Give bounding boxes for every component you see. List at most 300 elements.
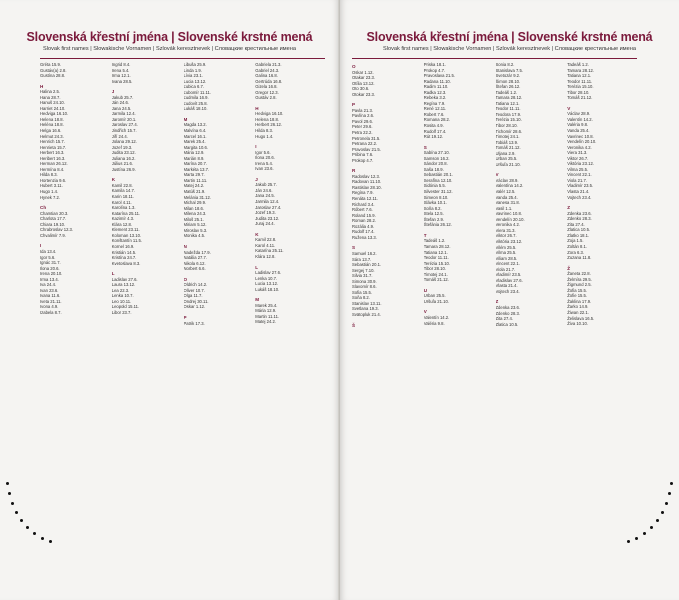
- name-entry: Ľudovít 25.8.: [183, 100, 208, 106]
- name-entry: Oldrich 14.2.: [183, 282, 208, 288]
- binding-hole: [41, 537, 44, 540]
- name-entry: Mária 12.9.: [255, 308, 277, 314]
- name-entry: Simeon 8.10.: [423, 194, 449, 200]
- name-entry: Herbert 26.12.: [255, 122, 283, 128]
- binding-hole: [650, 526, 653, 529]
- binding-hole: [8, 492, 11, 495]
- name-entry: Milan 18.6.: [183, 205, 204, 211]
- section-spacer: [424, 283, 494, 286]
- name-entry: Lukáš 18.10.: [255, 286, 280, 292]
- name-entry: Ingrid 8.4.: [111, 62, 131, 67]
- name-entry: Ilona 20.6.: [255, 155, 275, 161]
- name-entry: Heléna 18.8.: [40, 122, 64, 128]
- name-entry: Miloš 25.1.: [183, 216, 204, 222]
- name-entry: Karol 4.11.: [111, 199, 132, 205]
- section-spacer: [112, 172, 182, 175]
- right-page-column: [424, 62, 494, 580]
- name-entry: Helena 18.8.: [40, 116, 64, 122]
- left-page-column: [255, 62, 325, 580]
- name-entry: Nadežda 17.9.: [183, 249, 211, 255]
- name-entry: Irma 13.4.: [40, 276, 59, 282]
- name-entry: Tomáš 21.12.: [423, 277, 449, 283]
- name-entry: Rozália 4.9.: [352, 223, 375, 229]
- section-spacer: [40, 200, 110, 203]
- name-entry: Svätopluk 21.4.: [352, 311, 381, 317]
- name-entry: Slavomír 8.6.: [352, 284, 377, 290]
- name-entry: Urban 25.5.: [495, 156, 518, 162]
- letter-heading: U: [423, 287, 428, 293]
- name-entry: Melánia 31.12.: [183, 194, 211, 200]
- name-entry: Stanislav 13.11.: [352, 300, 382, 306]
- name-entry: Zita 27.4.: [495, 316, 513, 322]
- name-entry: Lea 22.3.: [111, 287, 130, 293]
- binding-hole: [15, 511, 18, 514]
- letter-heading: P: [352, 102, 356, 108]
- letter-heading: Š: [352, 322, 356, 328]
- section-spacer: [255, 260, 325, 263]
- name-entry: Ľubica 6.7.: [183, 84, 204, 90]
- name-entry: Živa 10.10.: [567, 321, 588, 327]
- name-entry: Teodor 11.11.: [423, 255, 449, 261]
- name-entry: Heribert 16.3.: [40, 155, 66, 161]
- section-spacer: [567, 261, 637, 264]
- name-entry: Pavol 29.6.: [352, 118, 373, 124]
- name-entry: Pravoslav 21.5.: [352, 146, 381, 152]
- name-entry: Oskar 1.12.: [352, 69, 374, 75]
- name-entry: Valéria 9.8.: [567, 122, 589, 128]
- name-entry: Tatiana 12.1.: [423, 249, 448, 255]
- name-entry: Prokop 4.7.: [423, 67, 446, 73]
- name-entry: Viktor 26.7.: [495, 233, 517, 239]
- name-entry: Juraj 24.4.: [255, 221, 275, 227]
- name-entry: Halina 2.5.: [40, 89, 61, 95]
- section-spacer: [255, 172, 325, 175]
- name-entry: Otília 13.12.: [352, 80, 375, 86]
- name-entry: Slávka 10.1.: [423, 200, 447, 206]
- left-page-title: Slovenská křestní jména | Slovenské krstné mená: [26, 30, 313, 44]
- left-page-subtitle: Slovak first names | Slowakische Vornamen | Szlovák keresztnevek | Словацкие крестильные имена: [43, 46, 296, 52]
- name-entry: Zoltán 8.1.: [567, 243, 588, 249]
- name-entry: Timotej 24.1.: [495, 134, 520, 140]
- name-entry: Uršuľa 21.10.: [495, 161, 521, 167]
- name-entry: Uršuľa 21.10.: [423, 298, 449, 304]
- name-entry: Tatiana 12.1.: [567, 73, 592, 79]
- name-entry: Pribina 7.6.: [352, 152, 374, 158]
- name-entry: Iveta 21.11.: [40, 298, 62, 304]
- name-entry: Norbert 6.6.: [183, 266, 206, 272]
- name-entry: Tamara 28.12.: [423, 243, 451, 249]
- letter-heading: P: [183, 314, 187, 320]
- name-entry: Rudolf 17.4.: [423, 128, 447, 134]
- name-entry: Jarmila 12.4.: [255, 199, 280, 205]
- name-entry: Regína 7.9.: [352, 190, 374, 196]
- name-entry: Hilda 8.3.: [255, 128, 273, 134]
- name-entry: Hubert 3.11.: [40, 183, 63, 189]
- name-entry: Timotej 24.1.: [423, 271, 448, 277]
- name-entry: Teodor 11.11.: [495, 106, 521, 112]
- name-entry: Prokop 4.7.: [352, 157, 374, 163]
- name-entry: Jaroslav 27.4.: [111, 122, 138, 128]
- binding-hole: [33, 532, 36, 535]
- name-entry: Marcel 16.1.: [183, 133, 207, 139]
- name-entry: Oliver 10.7.: [183, 287, 205, 293]
- name-entry: Galina 16.8.: [255, 73, 278, 79]
- name-entry: Soňa 8.2.: [423, 205, 442, 211]
- name-entry: Pavlína 2.6.: [352, 113, 375, 119]
- name-entry: Valentína 14.2.: [495, 183, 524, 189]
- name-entry: Václav 28.9.: [495, 177, 519, 183]
- name-entry: Žofie 15.5.: [567, 293, 588, 299]
- name-entry: Margita 10.6.: [183, 144, 208, 150]
- name-entry: René 12.11.: [423, 106, 447, 112]
- name-entry: Ilona 20.6.: [40, 265, 60, 271]
- left-name-columns: [40, 62, 325, 580]
- section-spacer: [352, 240, 422, 243]
- name-entry: Ivan 23.6.: [255, 166, 274, 172]
- name-entry: Richard 3.4.: [352, 201, 375, 207]
- letter-heading: M: [255, 297, 260, 303]
- name-entry: Henrieta 15.7.: [40, 144, 67, 150]
- right-page-title: Slovenská křestní jména | Slovenské krstné mená: [366, 30, 653, 44]
- name-entry: Rudolf 17.4.: [352, 229, 375, 235]
- name-entry: Šimon 28.10.: [495, 78, 521, 84]
- name-entry: Vanesa 31.8.: [495, 200, 520, 206]
- name-entry: Zdenka 23.6.: [495, 304, 520, 310]
- binding-hole: [20, 519, 23, 522]
- name-entry: Radka 12.3.: [423, 89, 447, 95]
- name-entry: Rastislav 28.10.: [352, 184, 382, 190]
- left-page-column: [40, 62, 110, 580]
- name-entry: Vanda 25.4.: [567, 128, 590, 134]
- name-entry: Jindřich 15.7.: [111, 128, 137, 134]
- name-entry: Tadeáš 1.2.: [567, 62, 589, 67]
- name-entry: Gustína 28.8.: [40, 73, 66, 79]
- right-page-column: [352, 62, 422, 580]
- binding-hole: [643, 532, 646, 535]
- name-entry: Patrik 17.3.: [183, 320, 205, 326]
- name-entry: Renáta 12.11.: [352, 196, 378, 202]
- name-entry: Ivona 4.9.: [40, 304, 59, 310]
- name-entry: Kvetoslava 8.3.: [111, 260, 141, 266]
- name-entry: Tibor 28.10.: [423, 266, 446, 272]
- name-entry: Martin 11.11.: [255, 313, 280, 319]
- name-entry: Jakub 25.7.: [111, 94, 134, 100]
- name-entry: Ignác 31.7.: [40, 260, 61, 266]
- name-entry: Štefan 26.12.: [495, 84, 521, 90]
- name-entry: Kristián 14.5.: [111, 249, 137, 255]
- left-page-column: [184, 62, 254, 580]
- name-entry: Ladislav 27.6.: [255, 270, 282, 276]
- name-entry: Terézia 15.10.: [567, 84, 594, 90]
- name-entry: Magda 13.2.: [183, 122, 207, 128]
- name-entry: Herman 26.12.: [40, 161, 68, 167]
- name-entry: Ján 24.6.: [255, 187, 273, 193]
- name-entry: Robert 7.6.: [423, 111, 445, 117]
- name-entry: Kamila 14.7.: [111, 188, 136, 194]
- name-entry: Katarína 25.11.: [111, 210, 141, 216]
- name-entry: Iva 24.4.: [40, 282, 57, 288]
- binding-hole: [6, 482, 9, 485]
- name-entry: Ivan 23.6.: [40, 287, 59, 293]
- name-entry: Roman 28.2.: [352, 218, 376, 224]
- name-entry: Hugo 1.4.: [40, 189, 59, 195]
- name-entry: Jozef 19.3.: [111, 144, 133, 150]
- name-entry: Oskar 1.12.: [183, 304, 206, 310]
- section-spacer: [40, 238, 110, 241]
- name-entry: Vilma 25.5.: [567, 166, 589, 172]
- name-entry: Uljana 2.9.: [495, 150, 516, 156]
- name-entry: Zlatko 18.1.: [567, 232, 590, 238]
- section-spacer: [184, 310, 254, 313]
- name-entry: Rút 19.12.: [423, 134, 444, 140]
- letter-heading: Z: [495, 299, 499, 305]
- name-entry: Miriam 5.12.: [183, 222, 207, 228]
- section-spacer: [40, 79, 110, 82]
- binding-hole: [26, 526, 29, 529]
- name-entry: Teodora 17.9.: [495, 111, 522, 117]
- name-entry: Karolína 1.3.: [111, 205, 136, 211]
- name-entry: Žaklina 17.9.: [567, 298, 592, 304]
- name-entry: Žaneta 22.8.: [567, 271, 591, 277]
- section-spacer: [496, 294, 566, 297]
- name-entry: Hortenzia 9.6.: [40, 177, 67, 183]
- binding-hole: [656, 519, 659, 522]
- name-entry: Tamara 28.12.: [567, 67, 595, 73]
- name-entry: Pavla 21.3.: [352, 107, 373, 113]
- name-entry: Valentín 14.2.: [423, 314, 450, 320]
- name-entry: Tadeáš 1.2.: [495, 89, 518, 95]
- name-entry: Gustáv(a) 2.8.: [40, 67, 67, 73]
- name-entry: Nikola 6.12.: [183, 260, 206, 266]
- name-entry: Hynek 7.2.: [40, 194, 61, 200]
- name-entry: Lucia 13.12.: [255, 281, 279, 287]
- name-entry: Soňa 8.2.: [352, 295, 370, 301]
- name-entry: Marek 25.4.: [255, 302, 278, 308]
- letter-heading: T: [423, 232, 427, 238]
- name-entry: Charlota 17.7.: [40, 216, 67, 222]
- name-entry: Terézia 15.10.: [423, 260, 451, 266]
- letter-heading: Ž: [567, 265, 571, 271]
- name-entry: Hugo 1.4.: [255, 133, 274, 139]
- name-entry: Viera 31.3.: [567, 150, 588, 156]
- name-entry: Viktória 23.12.: [567, 161, 594, 167]
- name-entry: Otokar 23.3.: [352, 91, 376, 97]
- name-entry: Svetlana 19.3.: [352, 306, 379, 312]
- name-entry: Gabriel 24.3.: [255, 67, 280, 73]
- name-entry: Miroslav 5.3.: [183, 227, 208, 233]
- name-entry: Samuel 16.2.: [352, 250, 377, 256]
- name-entry: Saša 18.9.: [423, 166, 444, 172]
- name-entry: Gabriela 21.3.: [255, 62, 282, 67]
- name-entry: Tibor 28.10.: [495, 123, 518, 129]
- name-entry: Žofia 15.5.: [567, 287, 588, 293]
- name-entry: Otakar 23.3.: [352, 75, 376, 81]
- section-spacer: [424, 228, 494, 231]
- name-entry: Teodor 11.11.: [567, 78, 593, 84]
- name-entry: Viliam 28.5.: [495, 255, 518, 261]
- name-entry: Veronika 4.2.: [567, 144, 592, 150]
- name-entry: Vavrinec 10.8.: [495, 211, 522, 217]
- name-entry: Leo 10.11.: [111, 298, 132, 304]
- name-entry: Oto 30.6.: [352, 86, 370, 92]
- binding-hole: [11, 502, 14, 505]
- name-entry: Matej 24.2.: [255, 319, 276, 325]
- name-entry: Július 21.6.: [111, 161, 133, 167]
- name-entry: Helmut 24.3.: [40, 133, 64, 139]
- letter-heading: H: [255, 105, 259, 111]
- binding-hole: [627, 540, 630, 543]
- name-entry: Laura 13.12.: [111, 282, 136, 288]
- binding-hole: [665, 502, 668, 505]
- name-entry: Vladimír 23.5.: [495, 272, 522, 278]
- left-page: [0, 0, 339, 600]
- right-page-column: [496, 62, 566, 580]
- name-entry: Ivana 28.5.: [111, 78, 133, 84]
- name-entry: Harriet 24.10.: [40, 105, 66, 111]
- name-entry: Gizela 16.8.: [255, 84, 278, 90]
- name-entry: Judita 23.12.: [255, 215, 280, 221]
- name-entry: Sebastián 20.1.: [423, 172, 453, 178]
- name-entry: Petrana 22.2.: [352, 141, 378, 147]
- right-name-columns: [352, 62, 637, 580]
- name-entry: Vendelín 20.10.: [567, 139, 597, 145]
- name-entry: Tobiáš 13.9.: [495, 139, 519, 145]
- letter-heading: V: [567, 105, 571, 111]
- letter-heading: L: [255, 264, 259, 270]
- name-entry: Hilda 8.3.: [40, 172, 58, 178]
- section-spacer: [184, 239, 254, 242]
- name-entry: Vasil 1.1.: [495, 205, 513, 211]
- name-entry: Sebastián 20.1.: [352, 262, 382, 268]
- name-entry: Radoslav 12.3.: [352, 173, 380, 179]
- section-spacer: [184, 272, 254, 275]
- section-spacer: [567, 101, 637, 104]
- name-entry: Kristína 24.7.: [111, 255, 137, 261]
- name-entry: Vilém 25.5.: [495, 244, 517, 250]
- name-entry: Kazimír 4.3.: [111, 216, 135, 222]
- name-entry: Žigmund 2.5.: [567, 282, 592, 288]
- name-entry: Jaromír 20.1.: [111, 116, 137, 122]
- section-spacer: [255, 139, 325, 142]
- name-entry: Zlatica 10.5.: [495, 321, 519, 327]
- name-entry: Chrabroslav 12.3.: [40, 227, 74, 233]
- name-entry: Chvalimír 7.9.: [40, 232, 66, 238]
- name-entry: Olga 11.7.: [183, 293, 203, 299]
- name-entry: Valéria 9.8.: [423, 320, 445, 326]
- left-page-header: [0, 30, 339, 52]
- name-entry: Juliana 16.2.: [111, 155, 136, 161]
- letter-heading: V: [423, 309, 427, 315]
- name-entry: Žarko 14.9.: [567, 304, 589, 310]
- left-header-rule: [40, 58, 325, 59]
- name-entry: Kamil 22.8.: [255, 237, 277, 243]
- letter-heading: I: [40, 243, 42, 249]
- name-entry: Zuzana 11.8.: [567, 255, 592, 261]
- section-spacer: [112, 266, 182, 269]
- name-entry: Viola 21.7.: [567, 177, 587, 183]
- name-entry: Štefánia 26.12.: [423, 222, 452, 228]
- name-entry: Pravoslava 21.5.: [423, 73, 455, 79]
- letter-heading: M: [183, 116, 188, 122]
- name-entry: Gregor 12.3.: [255, 89, 279, 95]
- name-entry: Henrich 15.7.: [40, 139, 65, 145]
- binding-hole: [661, 511, 664, 514]
- name-entry: Tadeáš 1.2.: [423, 238, 446, 244]
- section-spacer: [567, 200, 637, 203]
- name-entry: Hedviga 16.10.: [255, 111, 284, 117]
- section-spacer: [496, 167, 566, 170]
- name-entry: Priska 18.1.: [423, 62, 446, 67]
- name-entry: Tichomír 28.6.: [495, 128, 523, 134]
- letter-heading: J: [255, 176, 258, 182]
- name-entry: Jana 24.5.: [255, 193, 275, 199]
- name-entry: Vanda 25.4.: [495, 194, 518, 200]
- name-entry: Zdenko 28.3.: [495, 310, 520, 316]
- letter-heading: S: [423, 144, 427, 150]
- name-entry: Zora 6.3.: [567, 249, 585, 255]
- section-spacer: [255, 292, 325, 295]
- name-entry: Tatiana 12.1.: [495, 100, 520, 106]
- name-entry: Terézia 15.10.: [495, 117, 522, 123]
- name-entry: Leopold 15.11.: [111, 304, 140, 310]
- name-entry: Rosita 4.9.: [423, 123, 444, 129]
- letter-heading: L: [111, 271, 115, 277]
- name-entry: Sabína 27.10.: [423, 150, 450, 156]
- section-spacer: [424, 140, 494, 143]
- name-entry: Vincent 22.1.: [567, 172, 592, 178]
- name-entry: Ľudmila 16.9.: [183, 95, 209, 101]
- name-entry: Martin 11.11.: [183, 177, 208, 183]
- letter-heading: O: [183, 276, 188, 282]
- binding-hole: [670, 482, 673, 485]
- name-entry: Tamara 28.12.: [495, 95, 523, 101]
- name-entry: Peter 29.6.: [352, 124, 373, 130]
- name-entry: Gertrúda 16.8.: [255, 78, 283, 84]
- name-entry: Serafína 12.10.: [423, 177, 453, 183]
- name-entry: Róbert 7.6.: [352, 207, 373, 213]
- letter-heading: Ch: [40, 205, 47, 211]
- letter-heading: J: [111, 89, 115, 95]
- name-entry: Stela 12.5.: [423, 211, 444, 217]
- letter-heading: N: [183, 243, 187, 249]
- name-entry: Marek 25.4.: [183, 139, 206, 145]
- name-entry: Klement 23.11.: [111, 227, 140, 233]
- left-page-column: [112, 62, 182, 580]
- name-entry: Vendelín 20.10.: [495, 216, 525, 222]
- name-entry: Irena 5.4.: [111, 67, 130, 73]
- name-entry: Libuša 25.9.: [183, 62, 207, 67]
- name-entry: Veronika 4.2.: [495, 222, 520, 228]
- name-entry: Konštantín 11.5.: [111, 238, 142, 244]
- name-entry: Tomáš 21.12.: [495, 145, 521, 151]
- name-entry: Valér 12.5.: [495, 189, 516, 195]
- name-entry: Izabela 8.7.: [40, 309, 62, 315]
- name-entry: Hanuš 24.10.: [40, 100, 65, 106]
- name-entry: Jakub 25.7.: [255, 182, 277, 188]
- name-entry: Lucia 13.12.: [183, 78, 207, 84]
- binding-hole: [49, 540, 52, 543]
- name-entry: Igor 5.6.: [40, 254, 56, 260]
- name-entry: Linda 1.9.: [183, 67, 202, 73]
- name-entry: Radovan 11.10.: [352, 179, 382, 185]
- name-entry: Regína 7.9.: [423, 100, 446, 106]
- name-entry: Žiwan 22.1.: [567, 309, 589, 315]
- name-entry: Zlatica 10.5.: [567, 227, 591, 233]
- section-spacer: [255, 227, 325, 230]
- name-entry: Vlasta 21.4.: [567, 189, 590, 195]
- letter-heading: H: [40, 83, 44, 89]
- name-entry: Koloman 13.10.: [111, 232, 142, 238]
